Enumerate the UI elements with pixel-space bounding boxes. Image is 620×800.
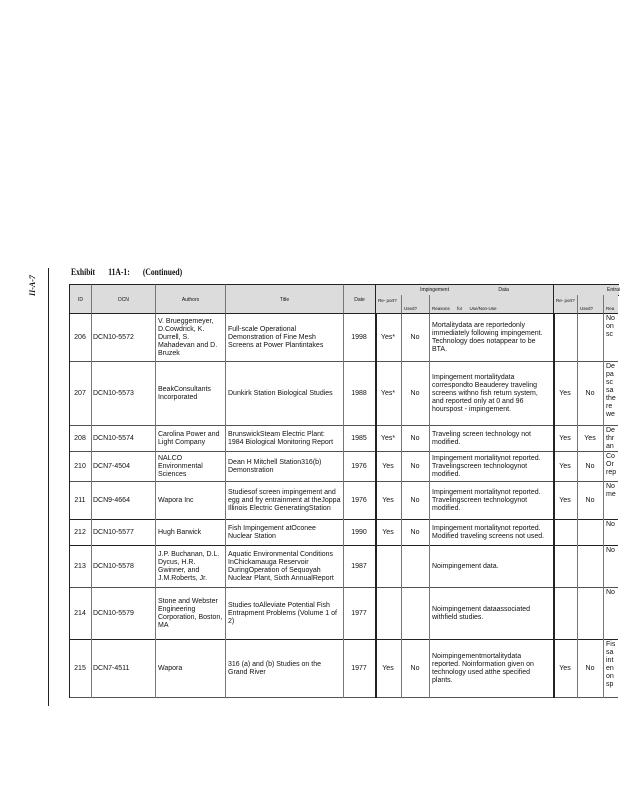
cell-impingement-used: No — [410, 389, 420, 397]
cell-id: 207 — [74, 389, 86, 397]
cell-impingement-reported: Yes* — [380, 434, 396, 442]
col-header-dcn: DCN — [91, 284, 155, 314]
cell-entrainment-used: No — [585, 389, 595, 397]
sub-header-reported-entrainment: Re- port? — [553, 295, 577, 314]
cell-entrainment-used: No — [585, 664, 595, 672]
cell-entrainment-used — [577, 520, 603, 545]
table-row — [69, 640, 618, 698]
cell-dcn: DCN10-5578 — [93, 562, 134, 570]
cell-impingement-reason: Impingement mortalitynot reported. Travelingscreen technologynot modified. — [432, 454, 541, 478]
cell-entrainment-reason: No — [606, 521, 615, 528]
cell-authors: J.P. Buchanan, D.L. Dycus, H.R. Gwinner, and J.M.Roberts, Jr. — [158, 550, 220, 582]
cell-impingement-reason: Mortalitydata are reportedonly immediately following impingement. Technology does notappear to be BTA. — [432, 321, 543, 353]
cell-impingement-reported: Yes — [382, 496, 394, 504]
cell-impingement-reason: Impingement mortalitydata correspondto Beauderey traveling screens withno fish return system, and reported only at 0 and 96 hourspost - impingement. — [432, 373, 538, 413]
cell-title: Studies toAlleviate Potential Fish Entrapment Problems (Volume 1 of 2) — [228, 601, 337, 625]
cell-entrainment-reason: De thr an — [606, 427, 615, 450]
cell-impingement-reported: Yes* — [380, 389, 396, 397]
cell-title: Aquatic Environmental Conditions InChickamauga Reservoir DuringOperation of Sequoyah Nuclear Plant, Sixth AnnualReport — [228, 550, 334, 582]
sub-header-reasons: Reasons for Use/Non-Use — [429, 295, 553, 314]
sub-header-reasons-entrainment: Rea — [603, 295, 618, 314]
table-row — [69, 588, 618, 640]
cell-entrainment-reason: Fis sa int en on sp — [606, 641, 616, 688]
cell-dcn: DCN7-4504 — [93, 462, 130, 470]
cell-impingement-reported — [375, 546, 401, 587]
cell-impingement-reported: Yes — [382, 462, 394, 470]
cell-entrainment-used: No — [585, 462, 595, 470]
cell-date: 1988 — [351, 389, 367, 397]
cell-id: 206 — [74, 333, 86, 341]
cell-dcn: DCN10-5579 — [93, 609, 134, 617]
cell-dcn: DCN10-5574 — [93, 434, 134, 442]
cell-dcn: DCN10-5577 — [93, 528, 134, 536]
cell-impingement-used: No — [410, 434, 420, 442]
cell-id: 215 — [74, 664, 86, 672]
cell-entrainment-reported: Yes — [559, 462, 571, 470]
cell-title: Full-scale Operational Demonstration of Fine Mesh Screens at Power Plantintakes — [228, 325, 324, 349]
cell-date: 1977 — [351, 664, 367, 672]
cell-impingement-reported — [375, 588, 401, 639]
cell-impingement-used: No — [410, 528, 420, 536]
impingement-group-header — [376, 285, 554, 295]
cell-authors: V. Brueggemeyer, D.Cowdrick, K. Durrell, S. Mahadevan and D. Bruzek — [158, 317, 218, 357]
table-row — [69, 426, 618, 452]
cell-entrainment-reason: Co Or rep — [606, 453, 617, 476]
cell-entrainment-reason: De pa sc sa the re we — [606, 363, 616, 418]
cell-id: 212 — [74, 528, 86, 536]
col-header-date: Date — [343, 284, 375, 314]
cell-entrainment-reported — [553, 546, 577, 587]
col-header-authors: Authors — [155, 284, 225, 314]
col-header-title: Title — [225, 284, 343, 314]
exhibit-label: Exhibit — [71, 268, 96, 278]
cell-entrainment-reported: Yes — [559, 434, 571, 442]
cell-impingement-used — [401, 588, 429, 639]
cell-authors: BeakConsultants Incorporated — [158, 385, 211, 401]
cell-entrainment-used — [577, 546, 603, 587]
cell-entrainment-reported: Yes — [559, 389, 571, 397]
cell-entrainment-reason: No on sc — [606, 315, 615, 338]
cell-entrainment-used: Yes — [584, 434, 596, 442]
table-row — [69, 520, 618, 546]
table-row — [69, 452, 618, 482]
cell-authors: NALCO Environmental Sciences — [158, 454, 203, 478]
left-margin-rule — [48, 268, 49, 706]
page-side-label: II-A-7 — [28, 275, 37, 297]
cell-authors: Hugh Barwick — [158, 528, 202, 536]
cell-date: 1985 — [351, 434, 367, 442]
cell-entrainment-reason: No me — [606, 483, 616, 498]
sub-header-used-entrainment: Used? — [577, 295, 603, 314]
exhibit-caption — [71, 268, 193, 278]
cell-dcn: DCN7-4511 — [93, 664, 130, 672]
cell-id: 214 — [74, 609, 86, 617]
cell-title: BrunswickSteam Electric Plant: 1984 Biological Monitoring Report — [228, 430, 334, 446]
cell-entrainment-reason: No — [606, 547, 615, 554]
cell-id: 208 — [74, 434, 86, 442]
cell-id: 213 — [74, 562, 86, 570]
cell-date: 1987 — [351, 562, 367, 570]
cell-impingement-reason: Traveling screen technology not modified. — [432, 430, 531, 446]
cell-entrainment-reported — [553, 588, 577, 639]
table-row — [69, 482, 618, 520]
cell-impingement-reason: Impingement mortalitynot reported. Modified traveling screens not used. — [432, 524, 545, 540]
cell-authors: Stone and Webster Engineering Corporation, Boston, MA — [158, 597, 223, 629]
table-header — [69, 284, 618, 314]
cell-dcn: DCN10-5572 — [93, 333, 134, 341]
cell-date: 1976 — [351, 496, 367, 504]
cell-entrainment-reported — [553, 314, 577, 361]
sub-header-reported: Re- port? — [375, 295, 401, 314]
cell-title: Studiesof screen impingement and egg and fry entrainment at theJoppa Illinois Electric GeneratingStation — [228, 488, 341, 512]
cell-entrainment-reported — [553, 520, 577, 545]
exhibit-table — [69, 284, 618, 706]
exhibit-note: (Continued) — [142, 268, 183, 278]
entrainment-group-header: Entrai — [607, 287, 620, 293]
impingement-group-left: Impingement — [420, 287, 449, 293]
cell-title: Fish Impingement atOconee Nuclear Station — [228, 524, 316, 540]
sub-header-used: Used? — [401, 295, 429, 314]
impingement-group-right: Data — [498, 287, 509, 293]
cell-entrainment-used — [577, 588, 603, 639]
table-row — [69, 362, 618, 426]
cell-id: 210 — [74, 462, 86, 470]
exhibit-number: 11A-1: — [108, 268, 130, 278]
cell-entrainment-used: No — [585, 496, 595, 504]
cell-title: Dunkirk Station Biological Studies — [228, 389, 333, 397]
cell-title: 316 (a) and (b) Studies on the Grand River — [228, 660, 322, 676]
cell-impingement-used: No — [410, 664, 420, 672]
cell-date: 1998 — [351, 333, 367, 341]
cell-entrainment-reported: Yes — [559, 664, 571, 672]
cell-date: 1976 — [351, 462, 367, 470]
cell-id: 211 — [74, 496, 86, 504]
cell-dcn: DCN10-5573 — [93, 389, 134, 397]
cell-authors: Carolina Power and Light Company — [158, 430, 220, 446]
cell-impingement-used: No — [410, 496, 420, 504]
col-header-id: ID — [69, 284, 91, 314]
cell-impingement-used — [401, 546, 429, 587]
cell-date: 1990 — [351, 528, 367, 536]
cell-title: Dean H Mitchell Station316(b) Demonstration — [228, 458, 322, 474]
cell-entrainment-reason: No — [606, 589, 615, 596]
cell-impingement-reported: Yes — [382, 528, 394, 536]
table-row — [69, 314, 618, 362]
cell-impingement-used: No — [410, 462, 420, 470]
cell-date: 1977 — [351, 609, 367, 617]
cell-impingement-reason: Impingement mortalitynot reported. Travelingscreen technologynot modified. — [432, 488, 541, 512]
table-row — [69, 546, 618, 588]
cell-impingement-used: No — [410, 333, 420, 341]
cell-dcn: DCN9-4664 — [93, 496, 130, 504]
cell-impingement-reported: Yes* — [380, 333, 396, 341]
cell-impingement-reason: Noimpingement data. — [432, 562, 499, 570]
cell-entrainment-used — [577, 314, 603, 361]
cell-entrainment-reported: Yes — [559, 496, 571, 504]
cell-authors: Wapora — [158, 664, 183, 672]
cell-authors: Wapora Inc — [158, 496, 194, 504]
cell-impingement-reason: Noimpingement dataassociated withfield studies. — [432, 605, 531, 621]
cell-impingement-reported: Yes — [382, 664, 394, 672]
cell-impingement-reason: Noimpingementmortalitydata reported. Noinformation given on technology used atthe specified plants. — [432, 652, 534, 684]
